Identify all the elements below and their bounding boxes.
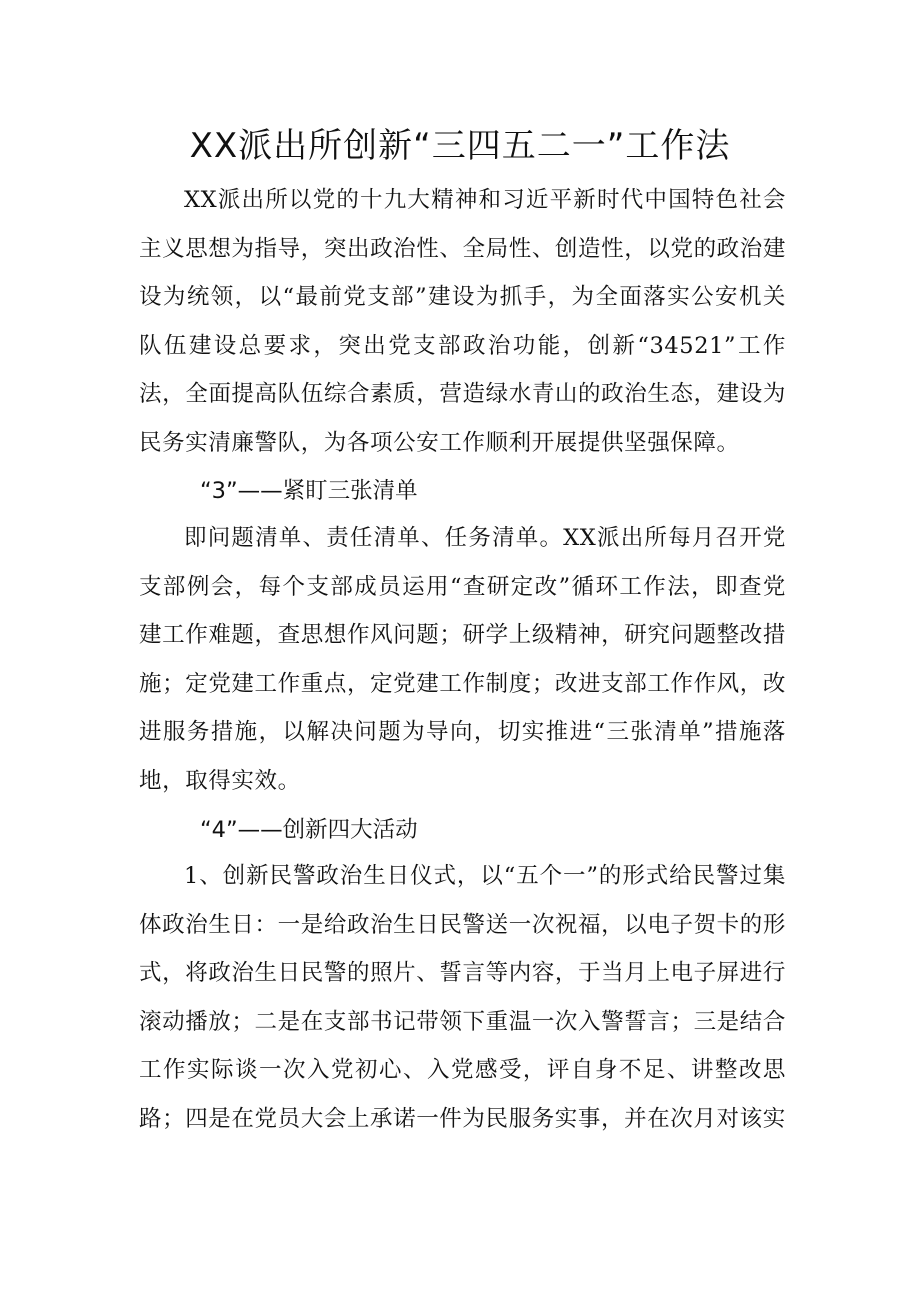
section-3-paragraph: 即问题清单、责任清单、任务清单。XX派出所每月召开党支部例会，每个支部成员运用“查研定改”循环工作法，即查党建工作难题，查思想作风问题；研学上级精神，研究问题整改措施；定党建工作重点，定党建工作制度；改进支部工作作风，改进服务措施，以解决问题为导向，切实推进“三张清单”措施落地，取得实效。 (139, 525, 786, 794)
intro-paragraph: XX派出所以党的十九大精神和习近平新时代中国特色社会主义思想为指导，突出政治性、全局性、创造性，以党的政治建设为统领，以“最前党支部”建设为抓手，为全面落实公安机关队伍建设总要求，突出党支部政治功能，创新“34521”工作法，全面提高队伍综合素质，营造绿水青山的政治生态，建设为民务实清廉警队，为各项公安工作顺利开展提供坚强保障。 (139, 187, 786, 456)
section-4-item-1-paragraph: 1、创新民警政治生日仪式，以“五个一”的形式给民警过集体政治生日：一是给政治生日民警送一次祝福，以电子贺卡的形式，将政治生日民警的照片、誓言等内容，于当月上电子屏进行滚动播放；二是在支部书记带领下重温一次入警誓言；三是结合工作实际谈一次入党初心、入党感受，评自身不足、讲整改思路；四是在党员大会上承诺一件为民服务实事，并在次月对该实 (139, 863, 786, 1132)
section-heading-3: “3”——紧盯三张清单 (200, 478, 418, 504)
section-heading-4: “4”——创新四大活动 (200, 817, 418, 843)
document-title: XX派出所创新“三四五二一”工作法 (189, 126, 731, 166)
